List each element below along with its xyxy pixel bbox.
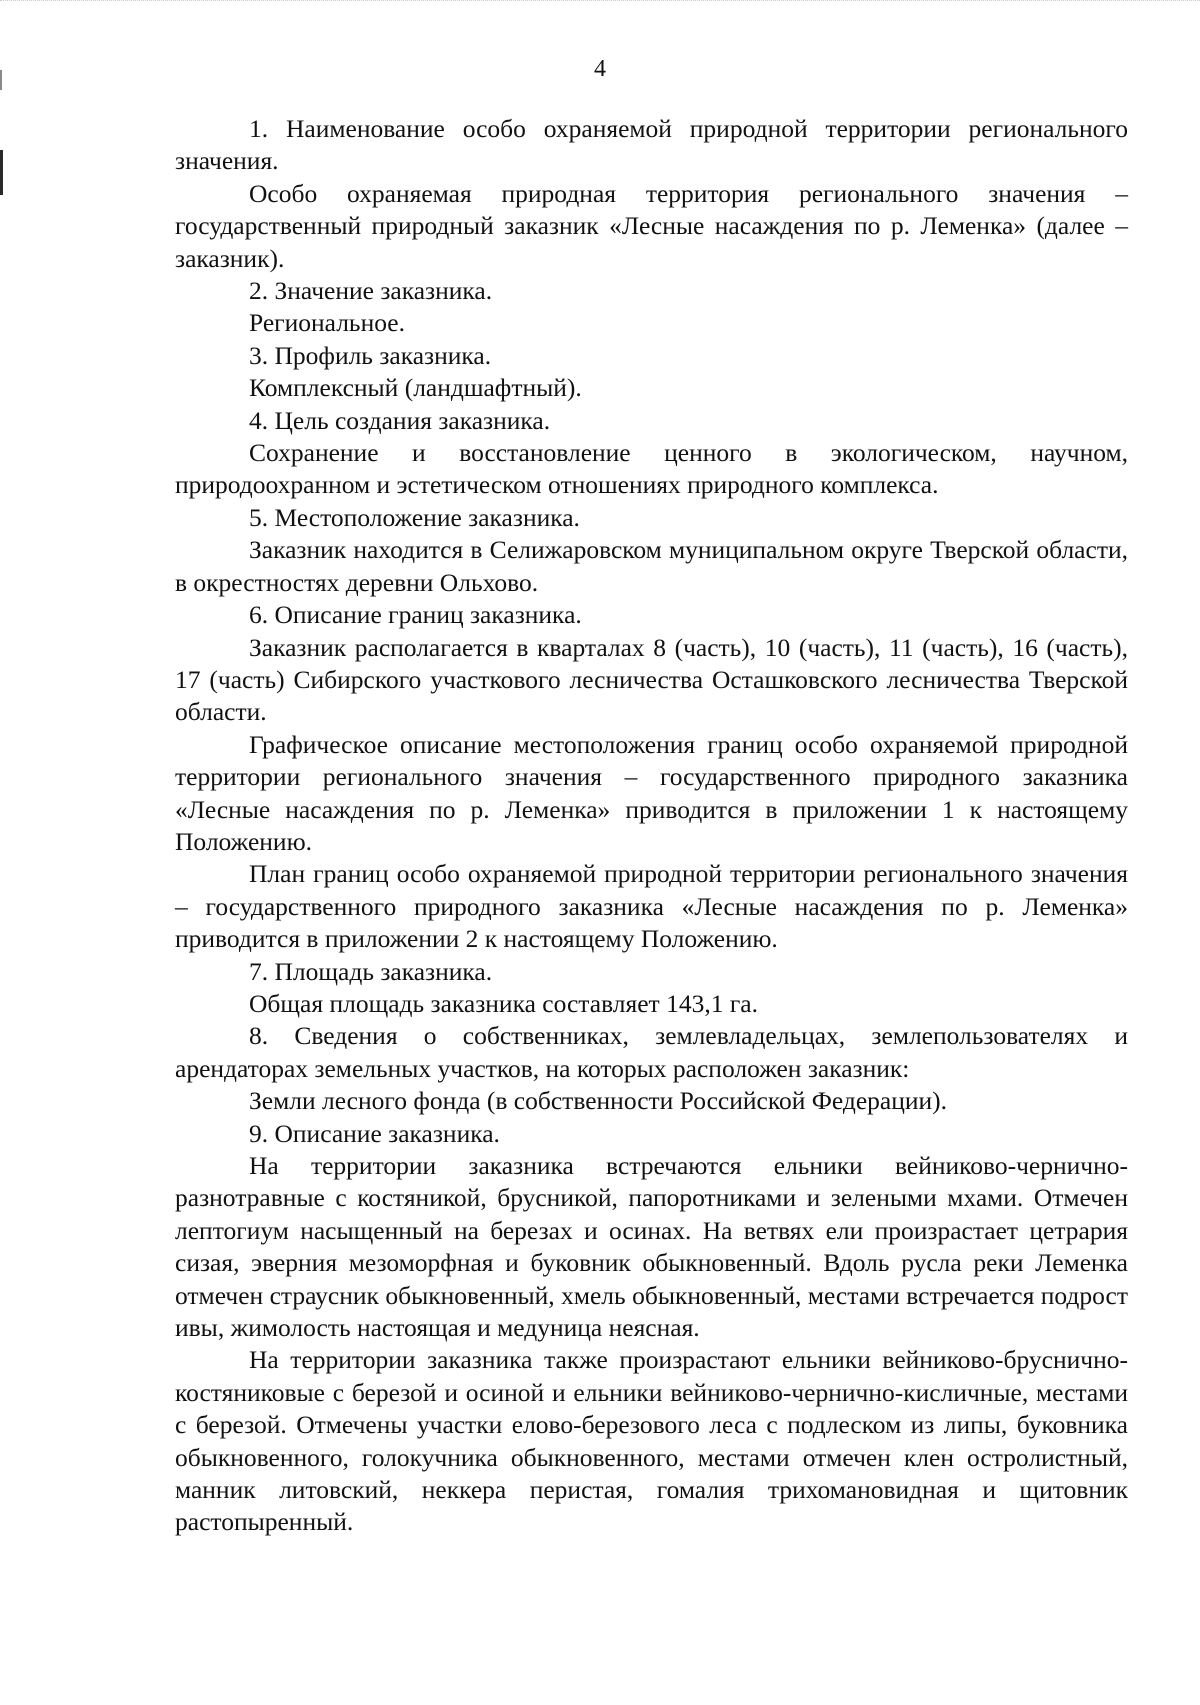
paragraph: План границ особо охраняемой природной территории регионального значения – государственного природного заказника «Лесные насаждения по р. Леменка» приводится в приложении 2 к настоящему Положению.	[175, 859, 1128, 954]
scan-top-edge	[0, 0, 1200, 1]
section-heading: 7. Площадь заказника.	[249, 956, 493, 986]
section-heading: 3. Профиль заказника.	[249, 340, 492, 370]
paragraph: Особо охраняемая природная территория регионального значения – государственный природный заказник «Лесные насаждения по р. Леменка» (далее – заказник).	[175, 178, 1128, 273]
section-heading: 8. Сведения о собственниках, землевладельцах, землепользователях и арендаторах земельных участков, на которых расположен заказник:	[175, 1021, 1128, 1083]
paragraph: Графическое описание местоположения границ особо охраняемой природной территории регионального значения – государственного природного заказника «Лесные насаждения по р. Леменка» приводится в приложении 1 к настоящему Положению.	[175, 729, 1128, 856]
scan-margin-mark	[0, 150, 3, 195]
paragraph: Заказник располагается в кварталах 8 (часть), 10 (часть), 11 (часть), 16 (часть), 17 (часть) Сибирского участкового лесничества Осташковского лесничества Тверской области.	[175, 632, 1128, 727]
section-heading: 4. Цель создания заказника.	[249, 405, 551, 435]
section-heading: 2. Значение заказника.	[249, 276, 493, 306]
section-heading: 5. Местоположение заказника.	[249, 502, 580, 532]
document-body	[175, 113, 1128, 1539]
paragraph: Региональное.	[249, 308, 405, 338]
paragraph: Заказник находится в Селижаровском муниципальном округе Тверской области, в окрестностях деревни Ольхово.	[175, 535, 1128, 597]
paragraph: Земли лесного фонда (в собственности Российской Федерации).	[249, 1086, 948, 1116]
section-heading: 1. Наименование особо охраняемой природной территории регионального значения.	[175, 114, 1128, 176]
section-heading: 6. Описание границ заказника.	[249, 600, 582, 630]
paragraph: Общая площадь заказника составляет 143,1 га.	[249, 988, 758, 1018]
section-heading: 9. Описание заказника.	[249, 1118, 500, 1148]
paragraph: На территории заказника также произрастают ельники вейниково-бруснично-костяниковые с березой и осиной и ельники вейниково-чернично-кисличные, местами с березой. Отмечены участки елово-березового леса с подлеском из липы, буковника обыкновенного, голокучника обыкновенного, местами отмечен клен остролистный, манник литовский, неккера перистая, гомалия трихомановидная и щитовник растопыренный.	[175, 1345, 1128, 1537]
page-number: 4	[594, 56, 606, 82]
paragraph: Комплексный (ландшафтный).	[249, 373, 582, 403]
paragraph: Сохранение и восстановление ценного в экологическом, научном, природоохранном и эстетическом отношениях природного комплекса.	[175, 438, 1128, 500]
paragraph: На территории заказника встречаются ельники вейниково-чернично-разнотравные с костяникой, брусникой, папоротниками и зелеными мхами. Отмечен лептогиум насыщенный на березах и осинах. На ветвях ели произрастает цетрария сизая, эверния мезоморфная и буковник обыкновенный. Вдоль русла реки Леменка отмечен страусник обыкновенный, хмель обыкновенный, местами встречается подрост ивы, жимолость настоящая и медуница неясная.	[175, 1151, 1128, 1343]
